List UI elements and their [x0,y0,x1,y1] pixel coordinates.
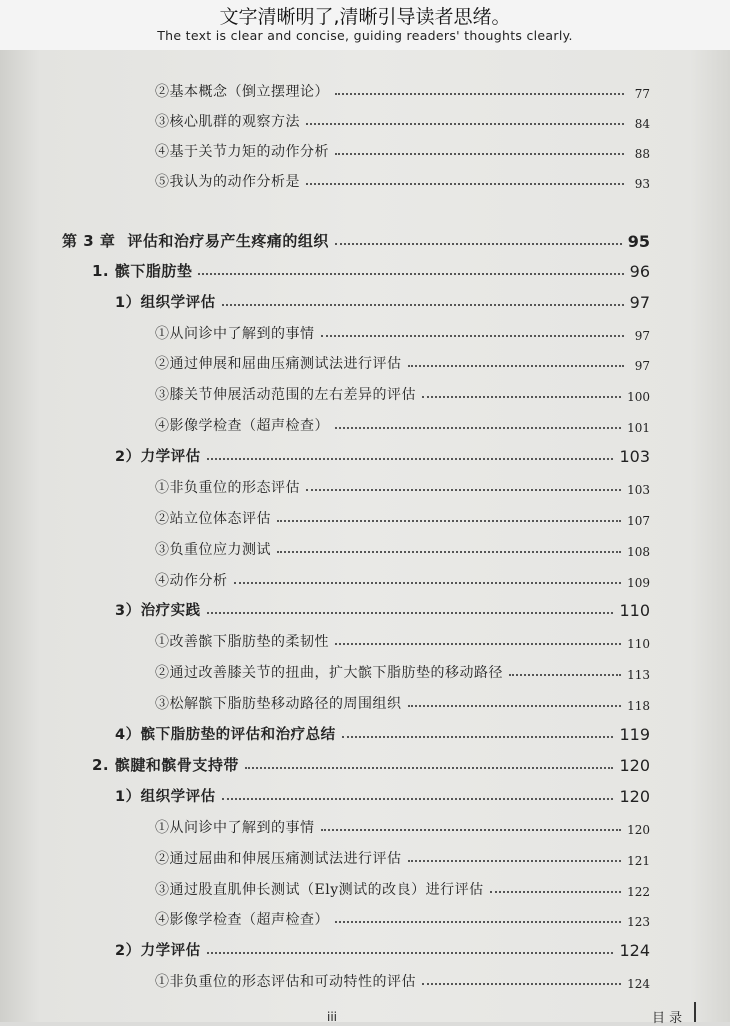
toc-page-number: 120 [627,823,650,837]
dot-leader [509,674,621,676]
dot-leader [408,705,622,707]
dot-leader [306,123,624,125]
toc-page-number: 121 [627,854,650,868]
toc-entry-title [115,723,336,744]
toc-entry-text: ①非负重位的形态评估 [155,480,300,496]
toc-page-number: 124 [627,977,650,991]
dot-leader [335,921,621,923]
toc-entry-text: ③通过股直肌伸长测试（Ely测试的改良）进行评估 [155,882,484,898]
toc-entry [115,780,650,806]
toc-page-number: 103 [627,483,650,497]
toc-page-number: 123 [627,915,650,929]
toc-entry [155,625,650,651]
toc-entry-title [115,785,216,806]
toc-entry-text: ③膝关节伸展活动范围的左右差异的评估 [155,387,416,403]
dot-leader [422,983,621,985]
toc-entry-title [155,415,329,435]
toc-page-number: 110 [619,601,650,620]
dot-leader [408,365,625,367]
toc-entry [92,255,650,281]
toc-entry-text: 3）治疗实践 [115,603,201,619]
toc-entry-text: ⑤我认为的动作分析是 [155,174,300,190]
toc-entry [155,842,650,868]
page-number: iii [327,1010,338,1024]
toc-page-number: 95 [627,232,650,251]
toc-entry-text: ④影像学检查（超声检查） [155,418,329,434]
toc-entry-text: 评估和治疗易产生疼痛的组织 [127,232,329,250]
toc-entry-title [115,599,201,620]
toc-entry [155,471,650,497]
toc-entry [155,687,650,713]
toc-entry-text: ③负重位应力测试 [155,542,271,558]
toc-page-number: 97 [629,293,650,312]
toc-entry-text: ①从问诊中了解到的事情 [155,326,315,342]
toc-entry-title [92,754,239,775]
toc-entry-title [155,141,329,161]
toc-page-number: 77 [634,87,650,101]
toc-page-number: 103 [619,447,650,466]
toc-entry [155,533,650,559]
toc-entry-title [155,817,315,837]
dot-leader [222,304,624,306]
toc-entry-title [155,384,416,404]
toc-entry [155,105,650,131]
toc-page-number: 96 [629,262,650,281]
toc-page-number: 124 [619,941,650,960]
toc-chapter-entry [62,225,650,251]
dot-leader [198,273,623,275]
dot-leader [222,798,614,800]
toc-entry-text: ②站立位体态评估 [155,511,271,527]
dot-leader [207,458,614,460]
toc-entry [115,440,650,466]
toc-page-number: 109 [627,576,650,590]
banner-english-text: The text is clear and concise, guiding readers' thoughts clearly. [157,28,573,43]
toc-entry [155,165,650,191]
toc-entry-text: ②通过屈曲和伸展压痛测试法进行评估 [155,851,402,867]
dot-leader [277,551,621,553]
toc-entry-title [155,570,228,590]
footer-divider [694,1002,696,1022]
toc-entry-title [155,539,271,559]
toc-page-number: 118 [627,699,650,713]
toc-entry [155,347,650,373]
toc-page-number: 122 [627,885,650,899]
toc-entry-text: 1）组织学评估 [115,789,216,805]
toc-entry-text: 2）力学评估 [115,449,201,465]
toc-entry-title [155,323,315,343]
toc-entry [155,75,650,101]
toc-page-number: 101 [627,421,650,435]
dot-leader [342,736,614,738]
toc-entry-text: 1）组织学评估 [115,295,216,311]
toc-entry [155,317,650,343]
toc-entry-title [155,477,300,497]
toc-entry [155,378,650,404]
toc-entry-title [155,508,271,528]
toc-entry-title [155,171,300,191]
dot-leader [408,860,622,862]
toc-entry [115,718,650,744]
toc-entry-title [115,939,201,960]
toc-page-number: 119 [619,725,650,744]
dot-leader [277,520,621,522]
toc-entry-text: 2. 髌腱和髌骨支持带 [92,756,239,774]
dot-leader [321,335,625,337]
section-label: 目 录 [652,1011,683,1026]
caption-banner [0,0,730,50]
dot-leader [490,891,621,893]
toc-entry-title [115,291,216,312]
toc-page-number: 113 [627,668,650,682]
toc-entry-title [155,693,402,713]
toc-entry [155,811,650,837]
dot-leader [207,612,614,614]
toc-entry-text: ④影像学检查（超声检查） [155,912,329,928]
toc-entry-title [92,260,192,281]
toc-page [0,50,730,1026]
toc-entry [92,749,650,775]
dot-leader [207,952,614,954]
dot-leader [422,396,621,398]
toc-entry-title [155,111,300,131]
toc-entry [155,502,650,528]
toc-page-number: 97 [634,329,650,343]
toc-entry-title [155,353,402,373]
toc-entry-text: 2）力学评估 [115,943,201,959]
toc-entry-text: ③松解髌下脂肪垫移动路径的周围组织 [155,696,402,712]
toc-entries [0,50,730,1022]
dot-leader [335,427,621,429]
toc-page-number: 107 [627,514,650,528]
toc-page-number: 93 [634,177,650,191]
chapter-label: 第 3 章 [62,232,116,250]
toc-entry-title [115,445,201,466]
toc-entry-title [155,909,329,929]
toc-entry-text: 4）髌下脂肪垫的评估和治疗总结 [115,727,336,743]
toc-entry-text: ②通过改善膝关节的扭曲，扩大髌下脂肪垫的移动路径 [155,665,503,681]
toc-entry-title [155,971,416,991]
toc-entry-title [155,81,329,101]
toc-entry [115,286,650,312]
toc-entry [155,873,650,899]
toc-entry [115,934,650,960]
toc-entry-text: ①从问诊中了解到的事情 [155,820,315,836]
toc-page-number: 97 [634,359,650,373]
toc-page-number: 120 [619,756,650,775]
dot-leader [245,767,614,769]
toc-entry-title [155,662,503,682]
toc-entry-text: 1. 髌下脂肪垫 [92,262,193,280]
toc-page-number: 120 [619,787,650,806]
toc-entry-text: ④动作分析 [155,573,228,589]
dot-leader [321,829,622,831]
toc-page-number: 100 [627,390,650,404]
toc-entry-text: ②通过伸展和屈曲压痛测试法进行评估 [155,356,402,372]
toc-entry [155,135,650,161]
toc-entry [155,656,650,682]
toc-entry-text: ①改善髌下脂肪垫的柔韧性 [155,634,329,650]
dot-leader [335,93,624,95]
toc-entry-title [155,848,402,868]
toc-entry [155,903,650,929]
toc-page-number: 84 [634,117,650,131]
toc-entry-text: ④基于关节力矩的动作分析 [155,144,329,160]
toc-entry [115,594,650,620]
toc-entry [155,564,650,590]
toc-entry-title [155,879,484,899]
toc-page-number: 110 [627,637,650,651]
dot-leader [306,489,621,491]
toc-page-number: 108 [627,545,650,559]
dot-leader [335,243,622,245]
dot-leader [306,183,624,185]
toc-entry [155,409,650,435]
toc-page-number: 88 [634,147,650,161]
dot-leader [234,582,622,584]
banner-chinese-text: 文字清晰明了,清晰引导读者思绪。 [219,6,511,28]
dot-leader [335,643,621,645]
dot-leader [335,153,624,155]
toc-entry-title [155,631,329,651]
toc-entry-text: ①非负重位的形态评估和可动特性的评估 [155,974,416,990]
toc-entry-text: ③核心肌群的观察方法 [155,114,300,130]
toc-entry [155,965,650,991]
toc-entry-title [62,230,329,251]
toc-entry-text: ②基本概念（倒立摆理论） [155,84,329,100]
